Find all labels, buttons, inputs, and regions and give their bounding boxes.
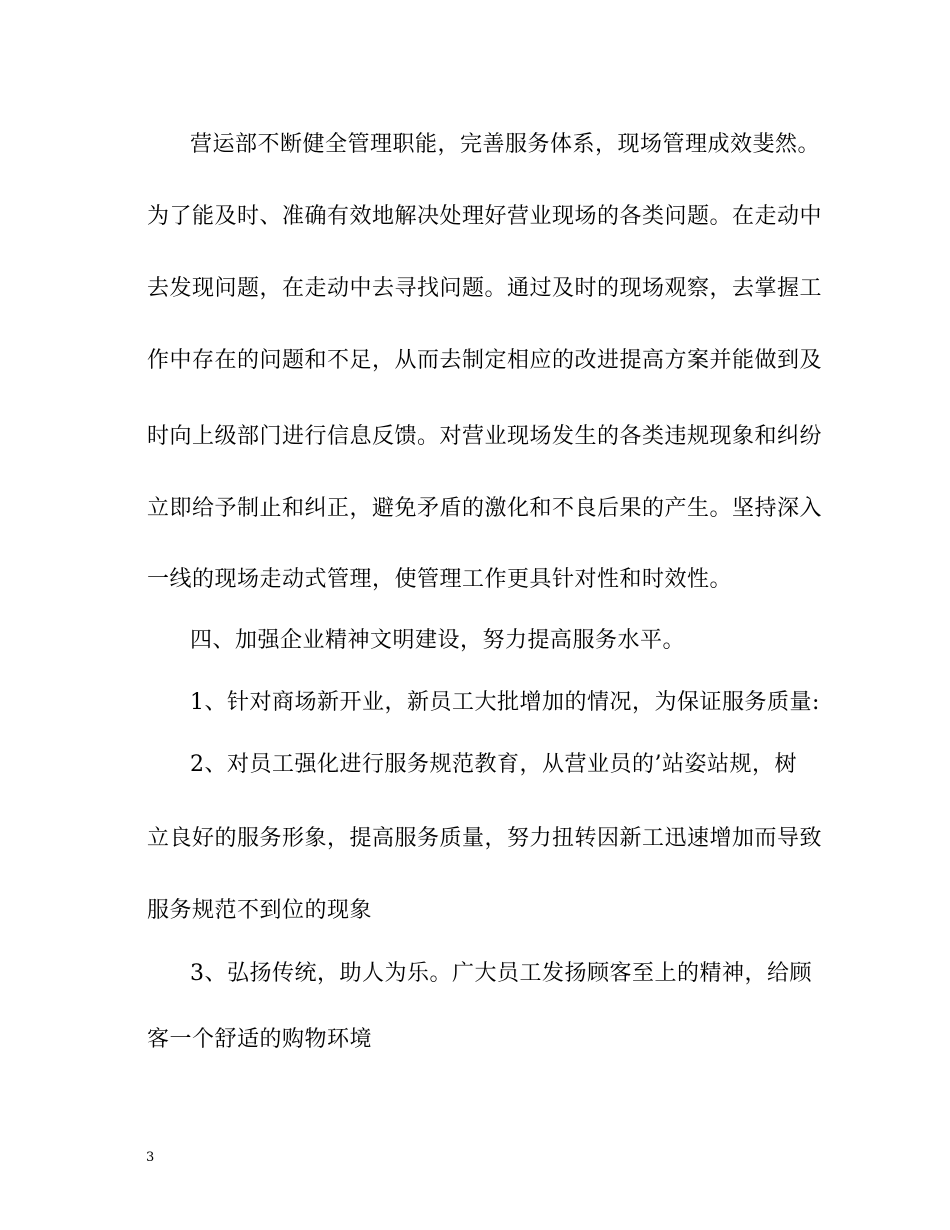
paragraph-line: 营运部不断健全管理职能，完善服务体系，现场管理成效斐然。 xyxy=(190,132,821,157)
paragraph-line: 作中存在的问题和不足，从而去制定相应的改进提高方案并能做到及 xyxy=(147,348,823,373)
paragraph-line: 去发现问题，在走动中去寻找问题。通过及时的现场观察，去掌握工 xyxy=(147,276,823,301)
paragraph-line: 立即给予制止和纠正，避免矛盾的激化和不良后果的产生。坚持深入 xyxy=(147,496,823,521)
paragraph-line: 一线的现场走动式管理，使管理工作更具针对性和时效性。 xyxy=(147,567,733,592)
paragraph-line: 客一个舒适的购物环境 xyxy=(147,1027,373,1052)
paragraph-line: 为了能及时、准确有效地解决处理好营业现场的各类问题。在走动中 xyxy=(147,204,823,229)
paragraph-line: 立良好的服务形象，提高服务质量，努力扭转因新工迅速增加而导致 xyxy=(147,826,823,851)
paragraph-line: 时向上级部门进行信息反馈。对营业现场发生的各类违规现象和纠纷 xyxy=(147,424,823,449)
section-heading: 四、加强企业精神文明建设，努力提高服务水平。 xyxy=(190,628,686,653)
list-item: 2、对员工强化进行服务规范教育，从营业员的’站姿站规，树 xyxy=(190,752,797,777)
list-item: 1、针对商场新开业，新员工大批增加的情况，为保证服务质量: xyxy=(190,690,820,715)
list-item: 3、弘扬传统，助人为乐。广大员工发扬顾客至上的精神，给顾 xyxy=(190,961,812,986)
page-number: 3 xyxy=(146,1150,155,1165)
paragraph-line: 服务规范不到位的现象 xyxy=(147,898,373,923)
